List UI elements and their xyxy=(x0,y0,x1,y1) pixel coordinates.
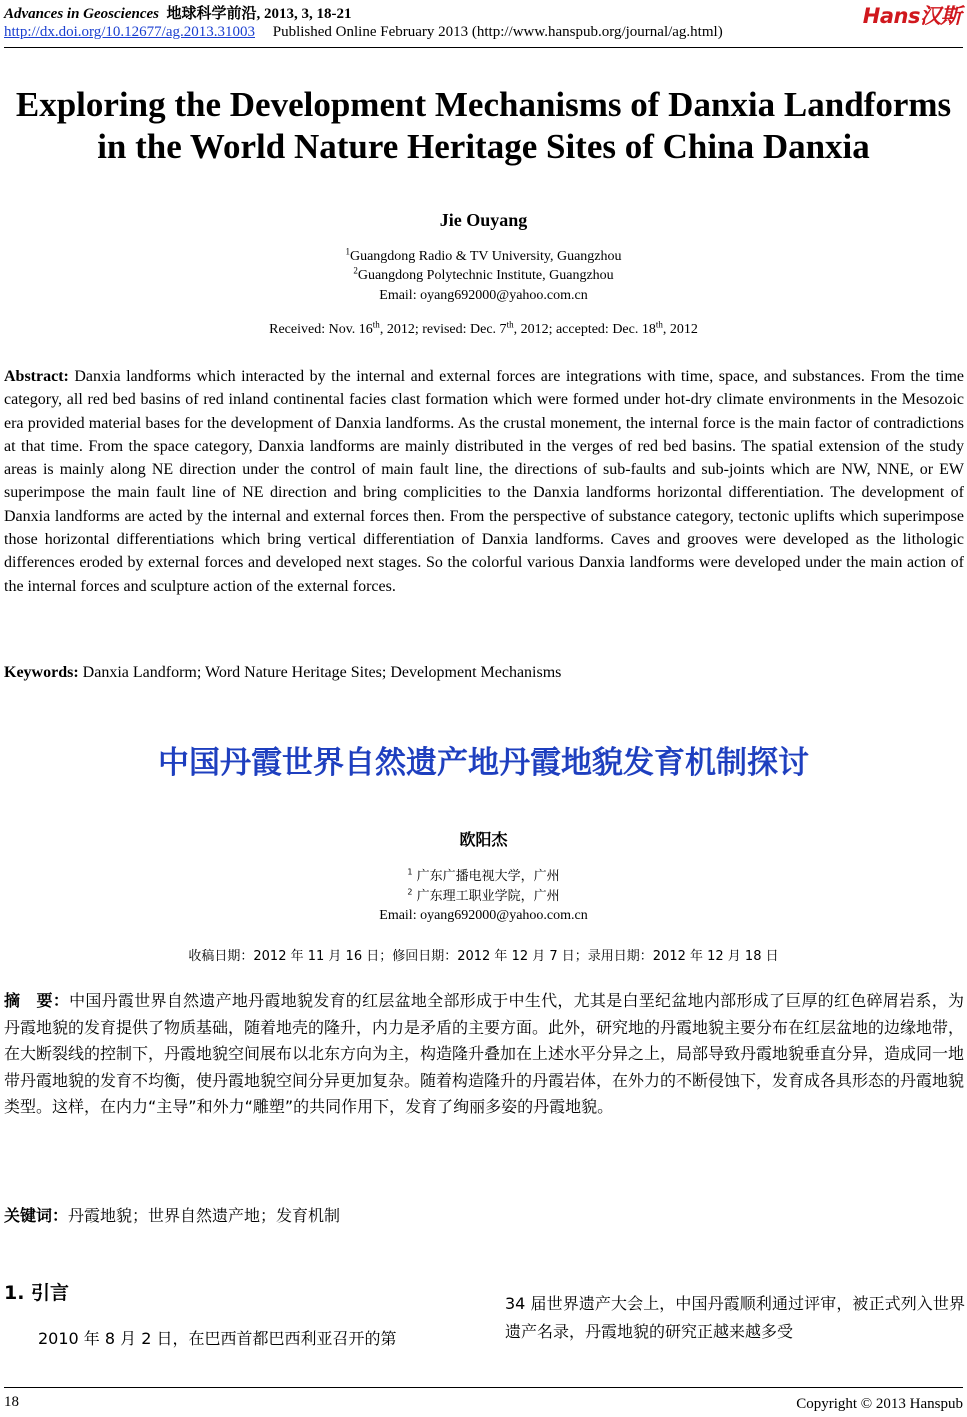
affiliation-zh-1: $^1$ 广东广播电视大学，广州 xyxy=(407,867,560,884)
keywords-en-label: Keywords: xyxy=(4,664,79,681)
keywords-zh-text: 丹霞地貌；世界自然遗产地；发育机制 xyxy=(68,1206,341,1225)
header-divider xyxy=(4,47,963,48)
published-online: Published Online February 2013 (http://www.hanspub.org/journal/ag.html) xyxy=(272,24,723,40)
affiliation-zh-2: $^2$ 广东理工职业学院，广州 xyxy=(407,887,560,904)
footer-divider xyxy=(4,1387,963,1388)
title-en-line-2: in the World Nature Heritage Sites of China Danxia xyxy=(97,127,870,166)
doi-line xyxy=(4,24,723,41)
abstract-zh xyxy=(4,988,964,1121)
email-en: Email: oyang692000@yahoo.com.cn xyxy=(379,288,588,303)
keywords-zh xyxy=(4,1203,340,1226)
keywords-zh-label: 关键词： xyxy=(4,1206,69,1225)
doi-link[interactable]: http://dx.doi.org/10.12677/ag.2013.31003 xyxy=(4,24,255,40)
abstract-en-text: Danxia landforms which interacted by the internal and external forces are integrations with time, space, and substances. From the time category, all red bed basins of red inland continental facies clast formation which were formed under hot-dry climate environments in the Mesozoic era provided material bases for the development of Danxia landforms. As the crustal monement, the internal force is the main factor of contradictions at that time. From the space category, Danxia landforms are mainly distributed in the verges of red bed basins. The spatial extension of the study areas is mainly along NE direction under the control of main fault line, the directions of sub-faults and sub-joints which are NW, NNE, or EW superimpose the main fault line of NE direction and bring complicities to the Danxia landforms horizontal differentiation. The development of Danxia landforms are acted by the internal and external forces then. From the perspective of substance category, tectonic uplifts which superimpose those horizontal differentiations which bring vertical differentiation of Danxia landforms. Caves and grooves were developed as the lithologic differences eroded by external forces and developed next stages. So the colorful various Danxia landforms were developed under the main action of the internal forces and sculpture action of the external forces. xyxy=(4,368,964,595)
page-number: 18 xyxy=(4,1394,19,1410)
paper-title-en xyxy=(0,84,967,168)
keywords-en-text: Danxia Landform; Word Nature Heritage Sites; Development Mechanisms xyxy=(78,664,562,681)
journal-name: Advances in Geosciences xyxy=(4,6,159,22)
abstract-zh-label: 摘 要： xyxy=(4,991,70,1010)
abstract-en xyxy=(4,365,964,598)
title-en-line-1: Exploring the Development Mechanisms of Danxia Landforms xyxy=(15,85,952,124)
affiliation-en-2: $^2$Guangdong Polytechnic Institute, Guangzhou xyxy=(353,265,614,283)
received-dates-zh: 收稿日期：2012 年 11 月 16 日；修回日期：2012 年 12 月 7 日；录用日期：2012 年 12 月 18 日 xyxy=(188,949,779,964)
email-zh: Email: oyang692000@yahoo.com.cn xyxy=(379,908,588,923)
received-dates-en: Received: Nov. 16th, 2012; revised: Dec. 7th, 2012; accepted: Dec. 18th, 2012 xyxy=(269,319,698,337)
hans-logo: Hans汉斯 xyxy=(862,4,961,28)
abstract-zh-text: 中国丹霞世界自然遗产地丹霞地貌发育的红层盆地全部形成于中生代，尤其是白垩纪盆地内部形成了巨厚的红色碎屑岩系，为丹霞地貌的发育提供了物质基础，随着地壳的隆升，内力是矛盾的主要方面。此外，研究地的丹霞地貌主要分布在红层盆地的边缘地带，在大断裂线的控制下，丹霞地貌空间展布以北东方向为主，构造隆升叠加在上述水平分异之上，局部导致丹霞地貌垂直分异，造成同一地带丹霞地貌的发育不均衡，使丹霞地貌空间分异更加复杂。随着构造隆升的丹霞岩体，在外力的不断侵蚀下，发育成各具形态的丹霞地貌类型。这样，在内力“主导”和外力“雕塑”的共同作用下，发育了绚丽多姿的丹霞地貌。 xyxy=(4,991,965,1116)
journal-header xyxy=(4,2,351,23)
author-en: Jie Ouyang xyxy=(439,210,528,230)
section-heading: 1. 引言 xyxy=(4,1282,70,1304)
copyright: Copyright © 2013 Hanspub xyxy=(796,1396,963,1412)
keywords-en xyxy=(4,664,561,682)
author-zh: 欧阳杰 xyxy=(459,830,508,849)
body-column-right: 34 届世界遗产大会上，中国丹霞顺利通过评审，被正式列入世界遗产名录，丹霞地貌的研究正越来越多受 xyxy=(505,1294,965,1341)
paper-title-zh: 中国丹霞世界自然遗产地丹霞地貌发育机制探讨 xyxy=(158,745,809,781)
abstract-en-label: Abstract: xyxy=(4,368,69,385)
affiliation-en-1: $^1$Guangdong Radio & TV University, Guangzhou xyxy=(345,246,622,264)
journal-citation: 地球科学前沿, 2013, 3, 18-21 xyxy=(166,6,352,22)
body-column-left: 2010 年 8 月 2 日，在巴西首都巴西利亚召开的第 xyxy=(38,1329,397,1348)
